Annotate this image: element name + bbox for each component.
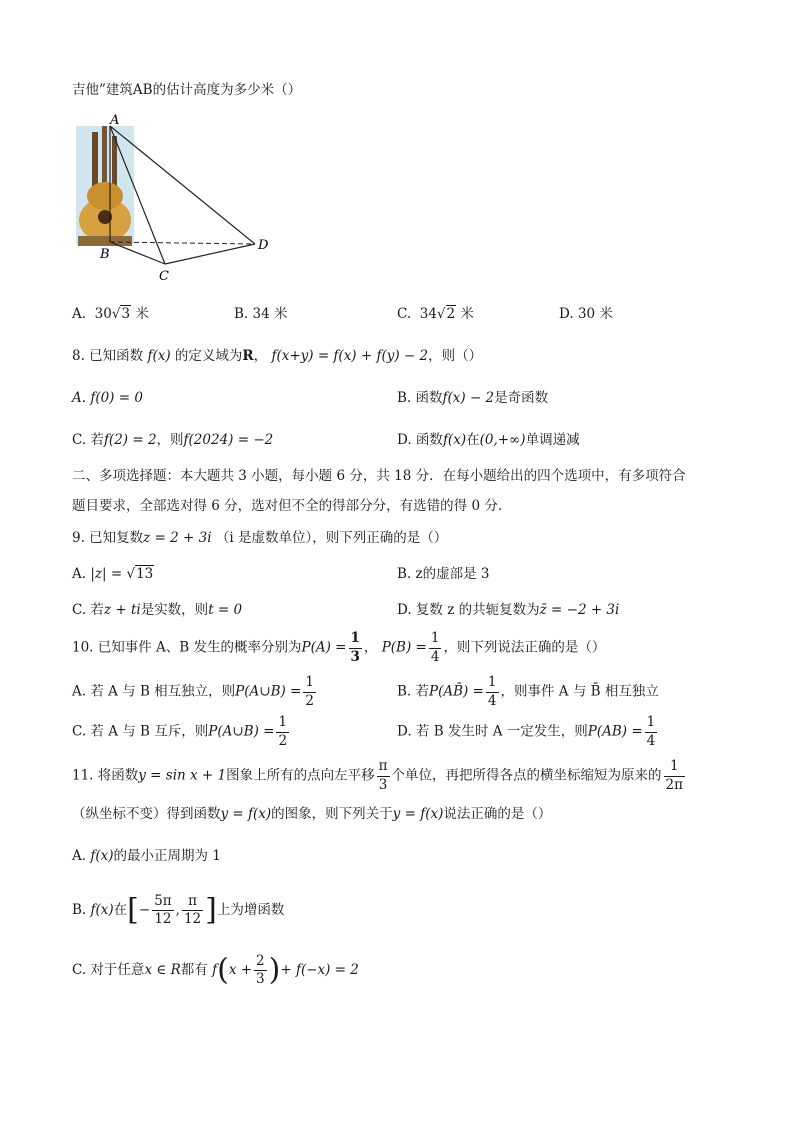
q8-stem: 8. 已知函数 f(x) 的定义域为R， f(x+y) = f(x) + f(y) − 2，则（） (72, 348, 483, 364)
q10-option-A: A. 若 A 与 B 相互独立，则P(A∪B) = $\frac{1}{2}$ (72, 674, 314, 709)
q9-option-C: C. 若z + ti是实数，则t = 0 (72, 602, 243, 618)
guitar-base (78, 236, 132, 246)
section2-line2: 题目要求，全部选对得 6 分，选对但不全的得部分分，有选错的得 0 分． (72, 498, 512, 514)
q11-stem-line1: 11. 将函数y = sin x + 1图象上所有的点向左平移 $\frac{\pi}{3}$ 个单位，再把所得各点的横坐标缩短为原来的 $\frac{1}{2\pi}$ (72, 758, 683, 793)
q10-stem: 10. 已知事件 A、B 发生的概率分别为P(A) = $\frac{1}{3}$ ， P(B) = $\frac{1}{4}$ ，则下列说法正确的是（） (72, 630, 606, 665)
edge-CD (165, 244, 255, 264)
q7-option-C: C. 34√2 米 (397, 306, 474, 322)
q8-option-C: C. 若f(2) = 2，则f(2024) = −2 (72, 432, 274, 448)
q11-option-C: C. 对于任意x ∈ R都有 f(x + $\frac{2}{3}$ )+ f(−x) = 2 (72, 952, 359, 988)
q7-option-D: D. 30 米 (559, 306, 613, 322)
q9-option-D: D. 复数 z 的共轭复数为z̄ = −2 + 3i (397, 602, 620, 618)
q8-option-A: A. f(0) = 0 (72, 390, 143, 406)
q10-option-B: B. 若P(AB̄) = $\frac{1}{4}$ ，则事件 A 与 B̄ 相互独立 (397, 674, 659, 709)
q9-stem: 9. 已知复数z = 2 + 3i （i 是虚数单位），则下列正确的是（） (72, 530, 448, 546)
q8-option-B: B. 函数f(x) − 2是奇函数 (397, 390, 549, 406)
section2-line1: 二、多项选择题：本大题共 3 小题，每小题 6 分，共 18 分．在每小题给出的四个选项中，有多项符合 (72, 468, 686, 484)
label-C: C (159, 269, 169, 284)
q10-option-C: C. 若 A 与 B 互斥，则P(A∪B) = $\frac{1}{2}$ (72, 714, 288, 749)
label-D: D (258, 238, 269, 253)
q11-stem-line2: （纵坐标不变）得到函数y = f(x)的图象，则下列关于y = f(x)说法正确的是（） (72, 806, 552, 822)
q7-option-A: A. 30√3 米 (72, 306, 149, 322)
q8-option-D: D. 函数f(x)在(0,+∞)单调递减 (397, 432, 580, 448)
q10-pb-frac: $\frac{1}{4}$ (430, 630, 440, 665)
label-A: A (110, 113, 120, 128)
q10-option-D: D. 若 B 发生时 A 一定发生，则P(AB) = $\frac{1}{4}$ (397, 714, 656, 749)
q7-option-B: B. 34 米 (234, 306, 288, 322)
label-B: B (100, 247, 110, 262)
q7-figure (70, 112, 280, 284)
q7-stem-tail: 吉他”建筑AB的估计高度为多少米（） (72, 82, 302, 98)
q9-option-B: B. z的虚部是 3 (397, 566, 490, 582)
guitar-body-upper (87, 182, 123, 210)
q9-option-A: A. |z| = √13 (72, 566, 154, 582)
edge-BC (110, 242, 165, 264)
q10-pa-frac: $\frac{1}{3}$ (350, 630, 360, 665)
q11-option-B: B. f(x)在[− $\frac{5\pi}{12}$ , $\frac{\pi}{12}$ ]上为增函数 (72, 892, 285, 928)
q11-option-A: A. f(x)的最小正周期为 1 (72, 848, 221, 864)
